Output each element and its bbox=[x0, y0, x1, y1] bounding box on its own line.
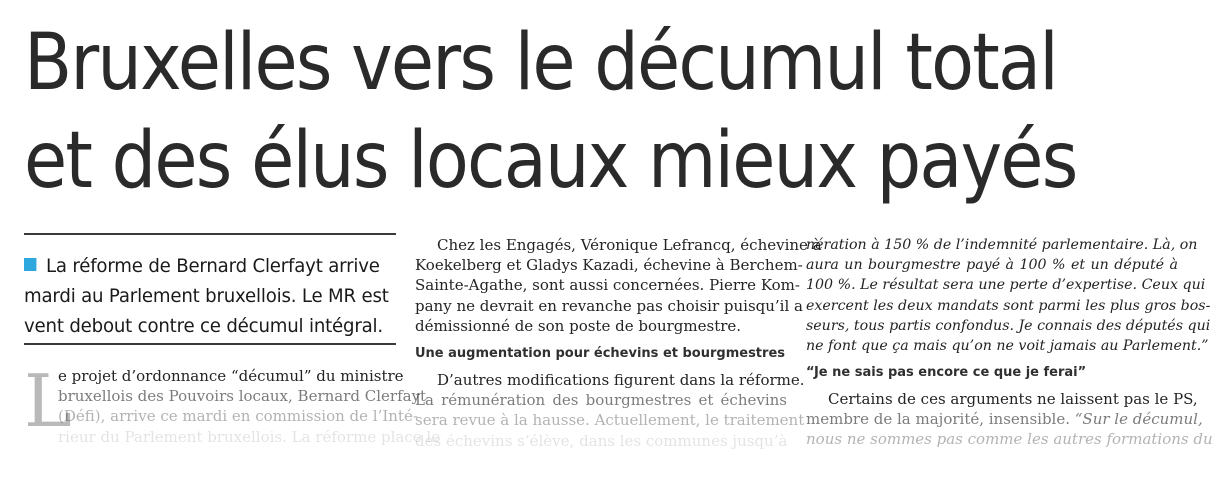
chapeau-line-2: mardi au Parlement bruxellois. Le MR est bbox=[24, 285, 389, 307]
article-body-col2-para2 bbox=[415, 370, 805, 451]
body-line: membre de la majorité, insensible. “Sur le décumul, bbox=[806, 410, 1203, 429]
body-line: D’autres modifications figurent dans la réforme. bbox=[437, 371, 805, 389]
body-line: Sainte-Agathe, sont aussi concernées. Pierre Kom- bbox=[415, 276, 800, 295]
body-line: e projet d’ordonnance “décumul” du ministre bbox=[58, 367, 404, 385]
column-2 bbox=[415, 233, 822, 485]
body-line: sera revue à la hausse. Actuellement, le traitement bbox=[415, 411, 805, 430]
chapeau-top-rule bbox=[24, 233, 396, 235]
body-line: Koekelberg et Gladys Kazadi, échevine à Berchem- bbox=[415, 256, 803, 275]
body-line: exercent les deux mandats sont parmi les plus gros bos- bbox=[806, 297, 1211, 314]
chapeau-line-1: La réforme de Bernard Clerfayt arrive bbox=[24, 251, 379, 281]
subheading: “Je ne sais pas encore ce que je ferai” bbox=[806, 365, 1087, 380]
column-3 bbox=[806, 233, 1213, 485]
body-line: bruxellois des Pouvoirs locaux, Bernard Clerfayt bbox=[58, 387, 427, 406]
body-line: Certains de ces arguments ne laissent pas le PS, bbox=[828, 390, 1198, 408]
body-line: (Défi), arrive ce mardi en commission de l’Inté- bbox=[58, 407, 418, 426]
subheading: Une augmentation pour échevins et bourgmestres bbox=[415, 346, 785, 361]
body-line: seurs, tous partis confondus. Je connais des députés qui bbox=[806, 317, 1211, 334]
body-line: Chez les Engagés, Véronique Lefrancq, échevine à bbox=[437, 236, 822, 254]
blue-square-bullet bbox=[24, 258, 36, 271]
drop-cap: L bbox=[24, 359, 72, 443]
body-line: nous ne sommes pas comme les autres formations du bbox=[806, 430, 1213, 449]
chapeau-bottom-rule bbox=[24, 343, 396, 345]
headline bbox=[24, 14, 1077, 210]
body-line: La rémunération des bourgmestres et échevins bbox=[415, 391, 787, 410]
article-body-col3-quote bbox=[806, 235, 1211, 356]
body-line: 100 %. Le résultat sera une perte d’expertise. Ceux qui bbox=[806, 277, 1206, 294]
chapeau-line-3: vent debout contre ce décumul intégral. bbox=[24, 315, 383, 337]
body-line: pany ne devrait en revanche pas choisir puisqu’il a bbox=[415, 296, 803, 315]
article-body-col3-para2 bbox=[806, 389, 1213, 450]
article-body-col2-para1 bbox=[415, 235, 822, 336]
chapeau bbox=[24, 251, 396, 341]
body-line: nération à 150 % de l’indemnité parlementaire. Là, on bbox=[806, 237, 1198, 253]
body-line: aura un bourgmestre payé à 100 % et un député à bbox=[806, 257, 1178, 274]
body-line: des échevins s’élève, dans les communes jusqu’à bbox=[415, 431, 788, 450]
body-line: ne font que ça mais qu’on ne voit jamais au Parlement.” bbox=[806, 338, 1209, 355]
column-1 bbox=[24, 233, 441, 485]
article-body-col1 bbox=[24, 359, 441, 447]
body-line: démissionné de son poste de bourgmestre. bbox=[415, 316, 742, 335]
headline-line-2: et des élus locaux mieux payés bbox=[24, 116, 1077, 206]
body-line: rieur du Parlement bruxellois. La réforme place le bbox=[58, 427, 441, 446]
headline-line-1: Bruxelles vers le décumul total bbox=[24, 18, 1057, 108]
